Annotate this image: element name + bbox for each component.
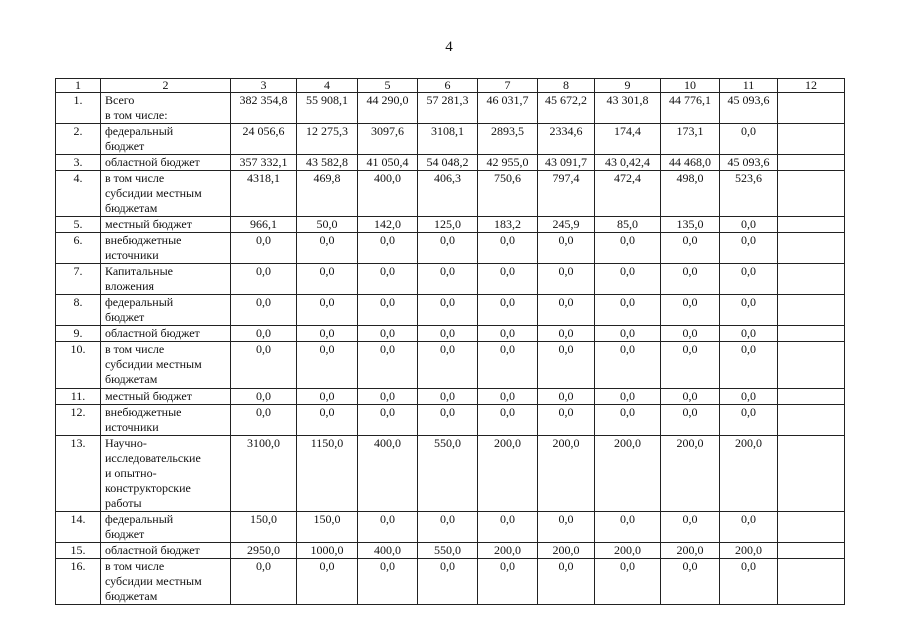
value-cell: 0,0 <box>538 326 595 342</box>
value-cell: 0,0 <box>478 295 538 326</box>
value-cell: 43 301,8 <box>595 93 661 124</box>
value-cell: 400,0 <box>358 171 418 217</box>
row-number: 6. <box>56 233 101 264</box>
value-cell: 44 468,0 <box>661 155 720 171</box>
value-cell <box>778 171 845 217</box>
value-cell: 43 0,42,4 <box>595 155 661 171</box>
value-cell: 200,0 <box>478 543 538 559</box>
value-cell: 472,4 <box>595 171 661 217</box>
value-cell: 43 582,8 <box>297 155 358 171</box>
value-cell: 0,0 <box>478 405 538 436</box>
row-label: в том числе субсидии местным бюджетам <box>101 171 231 217</box>
value-cell: 200,0 <box>661 436 720 512</box>
value-cell: 135,0 <box>661 217 720 233</box>
value-cell: 200,0 <box>661 543 720 559</box>
value-cell <box>778 326 845 342</box>
value-cell: 45 093,6 <box>720 93 778 124</box>
value-cell: 523,6 <box>720 171 778 217</box>
row-number: 2. <box>56 124 101 155</box>
row-number: 15. <box>56 543 101 559</box>
row-number: 3. <box>56 155 101 171</box>
value-cell: 0,0 <box>231 342 297 389</box>
value-cell: 44 290,0 <box>358 93 418 124</box>
value-cell: 400,0 <box>358 436 418 512</box>
value-cell: 0,0 <box>538 405 595 436</box>
table-row <box>56 512 845 543</box>
value-cell: 200,0 <box>538 543 595 559</box>
value-cell: 0,0 <box>538 295 595 326</box>
value-cell: 0,0 <box>595 233 661 264</box>
table-row <box>56 342 845 389</box>
value-cell: 550,0 <box>418 543 478 559</box>
value-cell: 43 091,7 <box>538 155 595 171</box>
value-cell: 0,0 <box>661 233 720 264</box>
value-cell: 174,4 <box>595 124 661 155</box>
value-cell <box>778 295 845 326</box>
value-cell: 0,0 <box>418 559 478 605</box>
value-cell: 0,0 <box>418 389 478 405</box>
value-cell: 42 955,0 <box>478 155 538 171</box>
value-cell: 0,0 <box>418 264 478 295</box>
value-cell: 200,0 <box>595 436 661 512</box>
value-cell: 0,0 <box>720 342 778 389</box>
value-cell <box>778 436 845 512</box>
value-cell: 0,0 <box>720 559 778 605</box>
value-cell: 0,0 <box>478 389 538 405</box>
value-cell: 24 056,6 <box>231 124 297 155</box>
row-number: 8. <box>56 295 101 326</box>
value-cell: 57 281,3 <box>418 93 478 124</box>
table-row <box>56 264 845 295</box>
value-cell: 0,0 <box>297 405 358 436</box>
value-cell: 0,0 <box>720 405 778 436</box>
value-cell: 0,0 <box>720 295 778 326</box>
row-number: 1. <box>56 93 101 124</box>
value-cell <box>778 389 845 405</box>
value-cell: 0,0 <box>595 295 661 326</box>
value-cell: 0,0 <box>418 233 478 264</box>
column-header: 6 <box>418 79 478 93</box>
value-cell: 0,0 <box>231 233 297 264</box>
table-row <box>56 124 845 155</box>
row-label: внебюджетные источники <box>101 233 231 264</box>
value-cell <box>778 342 845 389</box>
value-cell: 0,0 <box>358 512 418 543</box>
value-cell: 173,1 <box>661 124 720 155</box>
value-cell <box>778 217 845 233</box>
value-cell: 0,0 <box>358 405 418 436</box>
row-label: федеральный бюджет <box>101 124 231 155</box>
value-cell: 0,0 <box>358 295 418 326</box>
value-cell: 0,0 <box>297 264 358 295</box>
value-cell: 0,0 <box>418 342 478 389</box>
table-body <box>56 79 845 605</box>
value-cell: 0,0 <box>358 389 418 405</box>
value-cell: 150,0 <box>231 512 297 543</box>
value-cell: 0,0 <box>297 326 358 342</box>
table-row <box>56 543 845 559</box>
row-number: 14. <box>56 512 101 543</box>
value-cell: 0,0 <box>661 326 720 342</box>
value-cell: 0,0 <box>661 389 720 405</box>
value-cell: 357 332,1 <box>231 155 297 171</box>
value-cell: 0,0 <box>661 405 720 436</box>
value-cell: 0,0 <box>661 264 720 295</box>
value-cell: 200,0 <box>538 436 595 512</box>
value-cell <box>778 93 845 124</box>
value-cell: 0,0 <box>595 342 661 389</box>
value-cell: 0,0 <box>418 512 478 543</box>
value-cell: 0,0 <box>297 389 358 405</box>
value-cell <box>778 405 845 436</box>
table-row <box>56 326 845 342</box>
value-cell: 0,0 <box>231 559 297 605</box>
value-cell: 0,0 <box>418 295 478 326</box>
table-row <box>56 171 845 217</box>
value-cell: 0,0 <box>418 405 478 436</box>
row-number: 5. <box>56 217 101 233</box>
value-cell: 0,0 <box>661 559 720 605</box>
value-cell <box>778 512 845 543</box>
value-cell: 2950,0 <box>231 543 297 559</box>
table-row <box>56 295 845 326</box>
value-cell: 2334,6 <box>538 124 595 155</box>
value-cell: 44 776,1 <box>661 93 720 124</box>
value-cell: 3108,1 <box>418 124 478 155</box>
value-cell: 0,0 <box>358 342 418 389</box>
value-cell: 245,9 <box>538 217 595 233</box>
value-cell: 0,0 <box>478 512 538 543</box>
value-cell: 0,0 <box>661 295 720 326</box>
value-cell: 85,0 <box>595 217 661 233</box>
column-header: 8 <box>538 79 595 93</box>
table-row <box>56 559 845 605</box>
value-cell: 0,0 <box>478 342 538 389</box>
value-cell: 0,0 <box>595 405 661 436</box>
value-cell: 0,0 <box>538 233 595 264</box>
value-cell: 0,0 <box>297 559 358 605</box>
row-label: федеральный бюджет <box>101 295 231 326</box>
value-cell: 3097,6 <box>358 124 418 155</box>
table-row <box>56 233 845 264</box>
value-cell: 0,0 <box>661 512 720 543</box>
budget-table <box>55 78 845 605</box>
value-cell: 498,0 <box>661 171 720 217</box>
value-cell: 0,0 <box>538 389 595 405</box>
value-cell: 200,0 <box>720 543 778 559</box>
value-cell: 0,0 <box>538 264 595 295</box>
value-cell: 0,0 <box>358 559 418 605</box>
row-number: 13. <box>56 436 101 512</box>
value-cell: 966,1 <box>231 217 297 233</box>
value-cell: 400,0 <box>358 543 418 559</box>
row-label: внебюджетные источники <box>101 405 231 436</box>
page-number: 4 <box>445 39 453 55</box>
value-cell: 54 048,2 <box>418 155 478 171</box>
value-cell: 0,0 <box>538 342 595 389</box>
value-cell: 0,0 <box>595 559 661 605</box>
value-cell: 750,6 <box>478 171 538 217</box>
table-row <box>56 389 845 405</box>
value-cell: 0,0 <box>358 326 418 342</box>
value-cell <box>778 124 845 155</box>
value-cell: 0,0 <box>358 233 418 264</box>
value-cell: 55 908,1 <box>297 93 358 124</box>
value-cell: 0,0 <box>231 389 297 405</box>
value-cell: 0,0 <box>418 326 478 342</box>
value-cell <box>778 559 845 605</box>
value-cell: 0,0 <box>720 264 778 295</box>
value-cell: 0,0 <box>231 264 297 295</box>
table-row <box>56 155 845 171</box>
table-row <box>56 405 845 436</box>
value-cell: 550,0 <box>418 436 478 512</box>
value-cell: 200,0 <box>595 543 661 559</box>
column-header: 5 <box>358 79 418 93</box>
value-cell: 0,0 <box>595 326 661 342</box>
value-cell: 0,0 <box>478 559 538 605</box>
value-cell: 0,0 <box>595 264 661 295</box>
value-cell: 2893,5 <box>478 124 538 155</box>
value-cell: 41 050,4 <box>358 155 418 171</box>
value-cell: 0,0 <box>297 233 358 264</box>
value-cell: 0,0 <box>538 512 595 543</box>
row-label: местный бюджет <box>101 217 231 233</box>
row-number: 9. <box>56 326 101 342</box>
value-cell: 797,4 <box>538 171 595 217</box>
value-cell: 0,0 <box>720 512 778 543</box>
row-label: в том числе субсидии местным бюджетам <box>101 559 231 605</box>
header-row <box>56 79 845 93</box>
column-header: 12 <box>778 79 845 93</box>
value-cell: 406,3 <box>418 171 478 217</box>
value-cell: 4318,1 <box>231 171 297 217</box>
value-cell: 382 354,8 <box>231 93 297 124</box>
column-header: 3 <box>231 79 297 93</box>
column-header: 1 <box>56 79 101 93</box>
row-number: 16. <box>56 559 101 605</box>
value-cell: 1000,0 <box>297 543 358 559</box>
value-cell: 0,0 <box>720 389 778 405</box>
value-cell: 0,0 <box>720 233 778 264</box>
value-cell: 1150,0 <box>297 436 358 512</box>
value-cell <box>778 233 845 264</box>
column-header: 7 <box>478 79 538 93</box>
row-label: областной бюджет <box>101 326 231 342</box>
value-cell: 183,2 <box>478 217 538 233</box>
row-label: местный бюджет <box>101 389 231 405</box>
value-cell: 45 093,6 <box>720 155 778 171</box>
row-number: 12. <box>56 405 101 436</box>
value-cell: 0,0 <box>478 264 538 295</box>
column-header: 10 <box>661 79 720 93</box>
value-cell: 45 672,2 <box>538 93 595 124</box>
value-cell: 150,0 <box>297 512 358 543</box>
value-cell: 46 031,7 <box>478 93 538 124</box>
row-number: 10. <box>56 342 101 389</box>
value-cell: 3100,0 <box>231 436 297 512</box>
row-label: федеральный бюджет <box>101 512 231 543</box>
value-cell: 0,0 <box>720 124 778 155</box>
value-cell <box>778 264 845 295</box>
row-number: 11. <box>56 389 101 405</box>
value-cell: 0,0 <box>358 264 418 295</box>
value-cell: 0,0 <box>231 295 297 326</box>
value-cell: 469,8 <box>297 171 358 217</box>
row-label: Всего в том числе: <box>101 93 231 124</box>
value-cell: 0,0 <box>478 233 538 264</box>
table-row <box>56 217 845 233</box>
table-row <box>56 436 845 512</box>
value-cell: 0,0 <box>538 559 595 605</box>
row-label: в том числе субсидии местным бюджетам <box>101 342 231 389</box>
value-cell <box>778 155 845 171</box>
row-number: 7. <box>56 264 101 295</box>
value-cell: 0,0 <box>595 512 661 543</box>
row-number: 4. <box>56 171 101 217</box>
column-header: 9 <box>595 79 661 93</box>
value-cell: 0,0 <box>720 326 778 342</box>
value-cell: 0,0 <box>720 217 778 233</box>
value-cell: 0,0 <box>661 342 720 389</box>
table-row <box>56 93 845 124</box>
value-cell: 0,0 <box>231 405 297 436</box>
value-cell: 50,0 <box>297 217 358 233</box>
column-header: 2 <box>101 79 231 93</box>
value-cell: 0,0 <box>595 389 661 405</box>
value-cell: 0,0 <box>231 326 297 342</box>
value-cell: 0,0 <box>297 342 358 389</box>
row-label: Научно- исследовательские и опытно- конструкторские работы <box>101 436 231 512</box>
value-cell: 200,0 <box>720 436 778 512</box>
column-header: 11 <box>720 79 778 93</box>
row-label: областной бюджет <box>101 155 231 171</box>
value-cell: 0,0 <box>478 326 538 342</box>
row-label: областной бюджет <box>101 543 231 559</box>
column-header: 4 <box>297 79 358 93</box>
value-cell: 125,0 <box>418 217 478 233</box>
value-cell: 0,0 <box>297 295 358 326</box>
value-cell: 12 275,3 <box>297 124 358 155</box>
value-cell: 142,0 <box>358 217 418 233</box>
row-label: Капитальные вложения <box>101 264 231 295</box>
value-cell: 200,0 <box>478 436 538 512</box>
value-cell <box>778 543 845 559</box>
